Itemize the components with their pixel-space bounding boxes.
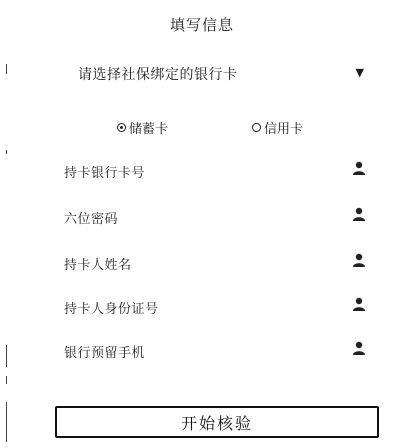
radio-credit-card-label: 信用卡 <box>264 122 304 137</box>
radio-unchecked-icon <box>252 123 261 132</box>
person-icon <box>352 340 366 356</box>
six-digit-password-label: 六位密码 <box>64 212 119 227</box>
cardholder-name-field[interactable] <box>64 252 366 276</box>
card-type-radio-group <box>0 118 404 138</box>
cardholder-id-field[interactable] <box>64 296 366 320</box>
bank-phone-label: 银行预留手机 <box>64 346 146 361</box>
edge-mark <box>6 376 7 384</box>
bank-card-select[interactable] <box>78 64 364 86</box>
person-icon <box>352 252 366 268</box>
six-digit-password-field[interactable] <box>64 206 366 230</box>
edge-mark <box>6 150 7 154</box>
radio-debit-card[interactable] <box>117 118 168 137</box>
cardholder-name-label: 持卡人姓名 <box>64 258 132 273</box>
caret-down-icon[interactable]: ▼ <box>355 66 364 79</box>
radio-debit-card-label: 储蓄卡 <box>129 122 169 137</box>
person-icon <box>352 206 366 222</box>
bank-card-select-placeholder: 请选择社保绑定的银行卡 <box>78 67 238 83</box>
person-icon <box>352 296 366 312</box>
edge-mark <box>6 64 7 74</box>
cardholder-id-label: 持卡人身份证号 <box>64 302 159 317</box>
edge-mark <box>6 402 7 442</box>
page-title: 填写信息 <box>169 16 234 34</box>
bank-phone-field[interactable] <box>64 340 366 364</box>
card-number-field[interactable] <box>64 160 366 184</box>
card-number-label: 持卡银行卡号 <box>64 166 146 181</box>
person-icon <box>352 160 366 176</box>
start-verification-button[interactable]: 开始核验 <box>55 406 379 438</box>
radio-checked-icon <box>117 123 126 132</box>
radio-credit-card[interactable] <box>252 118 303 137</box>
edge-mark <box>6 345 7 367</box>
